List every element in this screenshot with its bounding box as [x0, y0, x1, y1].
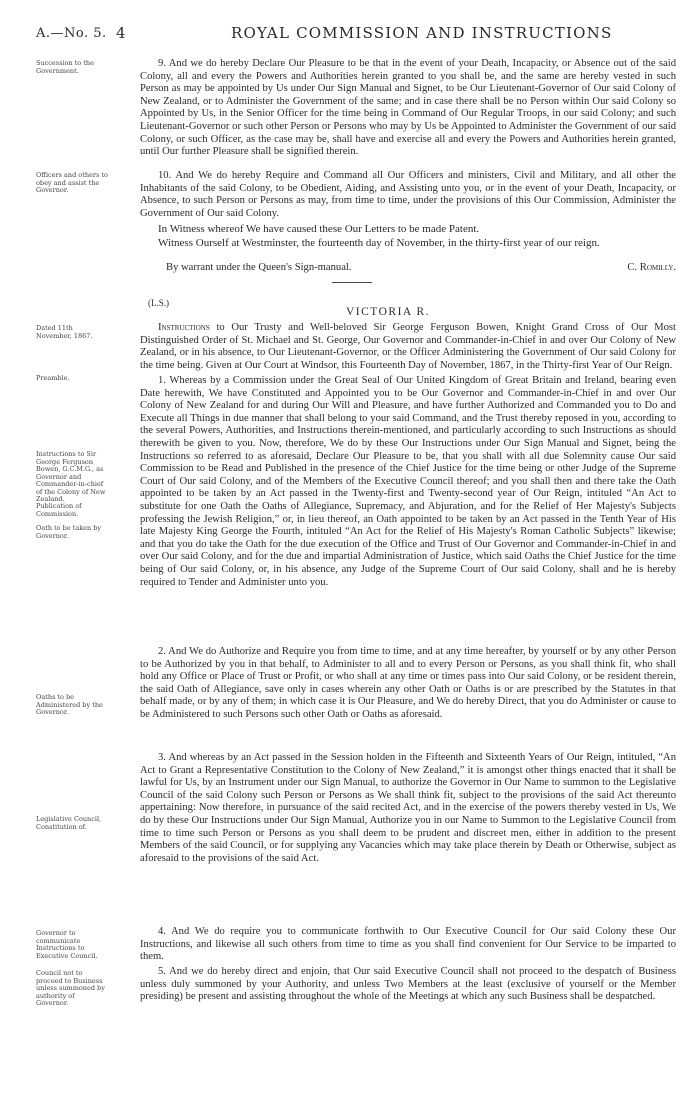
document-reference: A.—No. 5. — [36, 26, 107, 41]
witness-line-2: Witness Ourself at Westminster, the fourteenth day of November, in the thirty-first year of our reign. — [158, 237, 600, 249]
instruction-5 — [140, 966, 676, 1004]
page-number: 4 — [116, 24, 126, 42]
instructions-lead-word: Instructions — [158, 322, 210, 333]
margin-note-instructions-to: Instructions to Sir George Ferguson Bowen, G.C.M.G., as Governor and Commander-in-chief of the Colony of New Zealand. — [36, 450, 106, 503]
margin-note-council-not: Council not to proceed to Business unless summoned by authority of Governor. — [36, 969, 105, 1007]
margin-note-officers: Officers and others to obey and assist the Governor. — [36, 171, 108, 194]
clause-10-text: 10. And We do hereby Require and Command all Our Officers and ministers, Civil and Military, and all other the Inhabitants of the said Colony, to be Obedient, Aiding, and Assisting unto you, or in the event of your Death, Incapacity, or Absence, to such Person or Persons as may, from time to time, under the provisions of this Our Commission, Administer the Government of Our said Colony. — [140, 170, 676, 219]
margin-note-communicate: Governor to communicate Instructions to Executive Council. — [36, 929, 98, 960]
clause-9-text: 9. And we do hereby Declare Our Pleasure to be that in the event of your Death, Incapacity, or Absence out of the said Colony, all and every the Powers and Authorities herein granted to you shall be, and the same are hereby vested in such Person as may be appointed by Us under Our Sign Manual and Signet, to be Our Lieutenant-Governor of Our said Colony of New Zealand, or to Administer the Government of the same; and in case there shall be no Person within Our said Colony so Appointed by Us, in the Senior Officer for the time being in Command of Our Regular Troops, in our said Colony; and such Lieutenant-Governor or such other Person or Persons who may by Us be Appointed to Administer the Government of our said Colony, or such Officer, as the case may be, shall have and exercise all and every the Powers and Authorities herein granted, until Our further Pleasure shall be signified therein. — [140, 58, 676, 158]
margin-note-oaths-admin: Oaths to be Administered by the Governor. — [36, 693, 103, 716]
instruction-1-text: 1. Whereas by a Commission under the Great Seal of Our United Kingdom of Great Britain and Ireland, bearing even Date herewith, We have Constituted and Appointed you to be Our Governor and Commander-in-Chief in and over Our Colony of New Zealand for and during Our Will and Pleasure, and have further Authorized and Commanded you to Do and Execute all Things in due manner that shall belong to your said Command, and the Trust thereby reposed in you, according to the several Powers, Authorities, and Instructions therein-mentioned, and particularly according to such Instructions as should therewith be given to you. Now, therefore, We do by these Our Instructions under Our Sign Manual and Signet, being the Instructions so referred to as aforesaid, Declare Our Pleasure to be, that you shall with all due Solemnity cause Our said Commission to be Read and Published in the presence of the Chief Justice for the time being or other Judge of the Supreme Court of Our said Colony, and of the Members of the Executive Council thereof; and you shall then and there take the Oath appointed to be taken by an Act passed in the Twenty-first and Twenty-second year of Our Reign, intituled “An Act to substitute for one Oath the Oaths of Allegiance, Supremacy, and Abjuration, and for the Relief of Her Majesty's Subjects professing the Jewish Religion,” or, in lieu thereof, an Oath appointed to be taken by an Act passed in the Tenth Year of His late Majesty King George the Fourth, intituled “An Act for the Relief of His Majesty's Roman Catholic Subjects” likewise; and that you do take the Oath for the due execution of the Office and Trust of Our Governor and Commander-in-Chief in and over Our said Colony, and for the due and impartial Administration of Justice, which said Oaths the Chief Justice for the time being of Our said Colony, or, in his absence, any Judge of the Supreme Court of Our said Colony, shall and he is hereby required to Tender and Administer unto you. — [140, 375, 676, 588]
clause-10 — [140, 170, 676, 220]
instruction-3 — [140, 752, 676, 865]
instruction-1 — [140, 375, 676, 589]
margin-note-publication: Publication of Commission. — [36, 502, 82, 518]
margin-note-oath-taken: Oath to be taken by Governor. — [36, 524, 102, 540]
witness-line-1: In Witness whereof We have caused these Our Letters to be made Patent. — [158, 223, 480, 235]
warrant-line — [148, 262, 676, 273]
section-divider — [332, 282, 372, 283]
warrant-text: By warrant under the Queen's Sign-manual. — [166, 262, 352, 273]
seal-mark: (L.S.) — [148, 298, 169, 308]
instructions-intro — [140, 322, 676, 372]
instruction-5-text: 5. And we do hereby direct and enjoin, that Our said Executive Council shall not proceed to the despatch of Business unless duly summoned by your Authority, and unless Two Members at the least (exclusive of yourself or the Member presiding) be present and assisting throughout the whole of the Meetings at which any such Business shall be despatched. — [140, 966, 676, 1003]
instruction-4 — [140, 926, 676, 964]
clause-9 — [140, 58, 676, 159]
instruction-3-text: 3. And whereas by an Act passed in the Session holden in the Fifteenth and Sixteenth Years of Our Reign, intituled, “An Act to Grant a Representative Constitution to the Colony of New Zealand,” it is amongst other things enacted that it shall be lawful for Us, by an Instrument under our Sign Manual, to authorize the Governor in Our Name to summon to the Legislative Council of the said Colony such Person or Persons as We shall think fit, subject to the provisions of the said Act thereunto appertaining: Now therefore, in pursuance of the said recited Act, and in the exercise of the powers thereby vested in Us, We do by these Our Instructions under Our Sign Manual, Authorize you in our Name to Summon to the Legislative Council from time to time such Person or Persons as you shall deem to be prudent and discreet men, either in addition to the present Members of the said Council, or for supplying any Vacancies which may take place therein by Death or Otherwise, subject as aforesaid to the provisions of the said Act. — [140, 752, 676, 864]
instructions-intro-text: to Our Trusty and Well-beloved Sir George Ferguson Bowen, Knight Grand Cross of Our Most Distinguished Order of St. Michael and St. George, Our Governor and Commander-in-Chief in and over Our Colony of New Zealand, or in his absence, to Our Lieutenant-Governor, or the Officer Administering the Government of Our said Colony for the time being. Given at Our Court at Windsor, this Fourteenth Day of November, 1867, in the Thirty-first Year of Our Reign. — [140, 322, 676, 371]
margin-note-succession: Succession to the Government. — [36, 59, 94, 75]
instruction-2-text: 2. And We do Authorize and Require you from time to time, and at any time hereafter, by yourself or by any other Person to be Authorized by you in that behalf, to Administer to all and to every Person or Persons, as you shall think fit, who shall hold any Office or Place of Trust or Profit, or who shall at any time or times pass into Our said Colony, or be resident therein, the said Oath of Allegiance, save only in cases wherein any other Oath or Oaths is or are prescribed by the Statutes in that behalf made, or by any of them; in which case it is Our Pleasure, and We do hereby Direct, that you do Administer or cause to be Administered to such Persons such other Oath or Oaths as aforesaid. — [140, 646, 676, 720]
witness-block — [140, 222, 676, 250]
margin-note-legislative: Legislative Council, Constitution of. — [36, 815, 102, 831]
page-title: ROYAL COMMISSION AND INSTRUCTIONS — [231, 24, 613, 42]
margin-note-dated: Dated 11th November, 1867. — [36, 324, 93, 340]
instruction-4-text: 4. And We do require you to communicate forthwith to Our Executive Council for Our said Colony these Our Instructions, and likewise all such others from time to time as you shall find convenient for Our Service to be imparted to them. — [140, 926, 676, 963]
margin-note-preamble: Preamble. — [36, 374, 70, 382]
page-header — [36, 22, 676, 48]
royal-signature: VICTORIA R. — [346, 306, 431, 318]
instruction-2 — [140, 646, 676, 722]
signatory-name: C. Romilly. — [627, 262, 676, 273]
